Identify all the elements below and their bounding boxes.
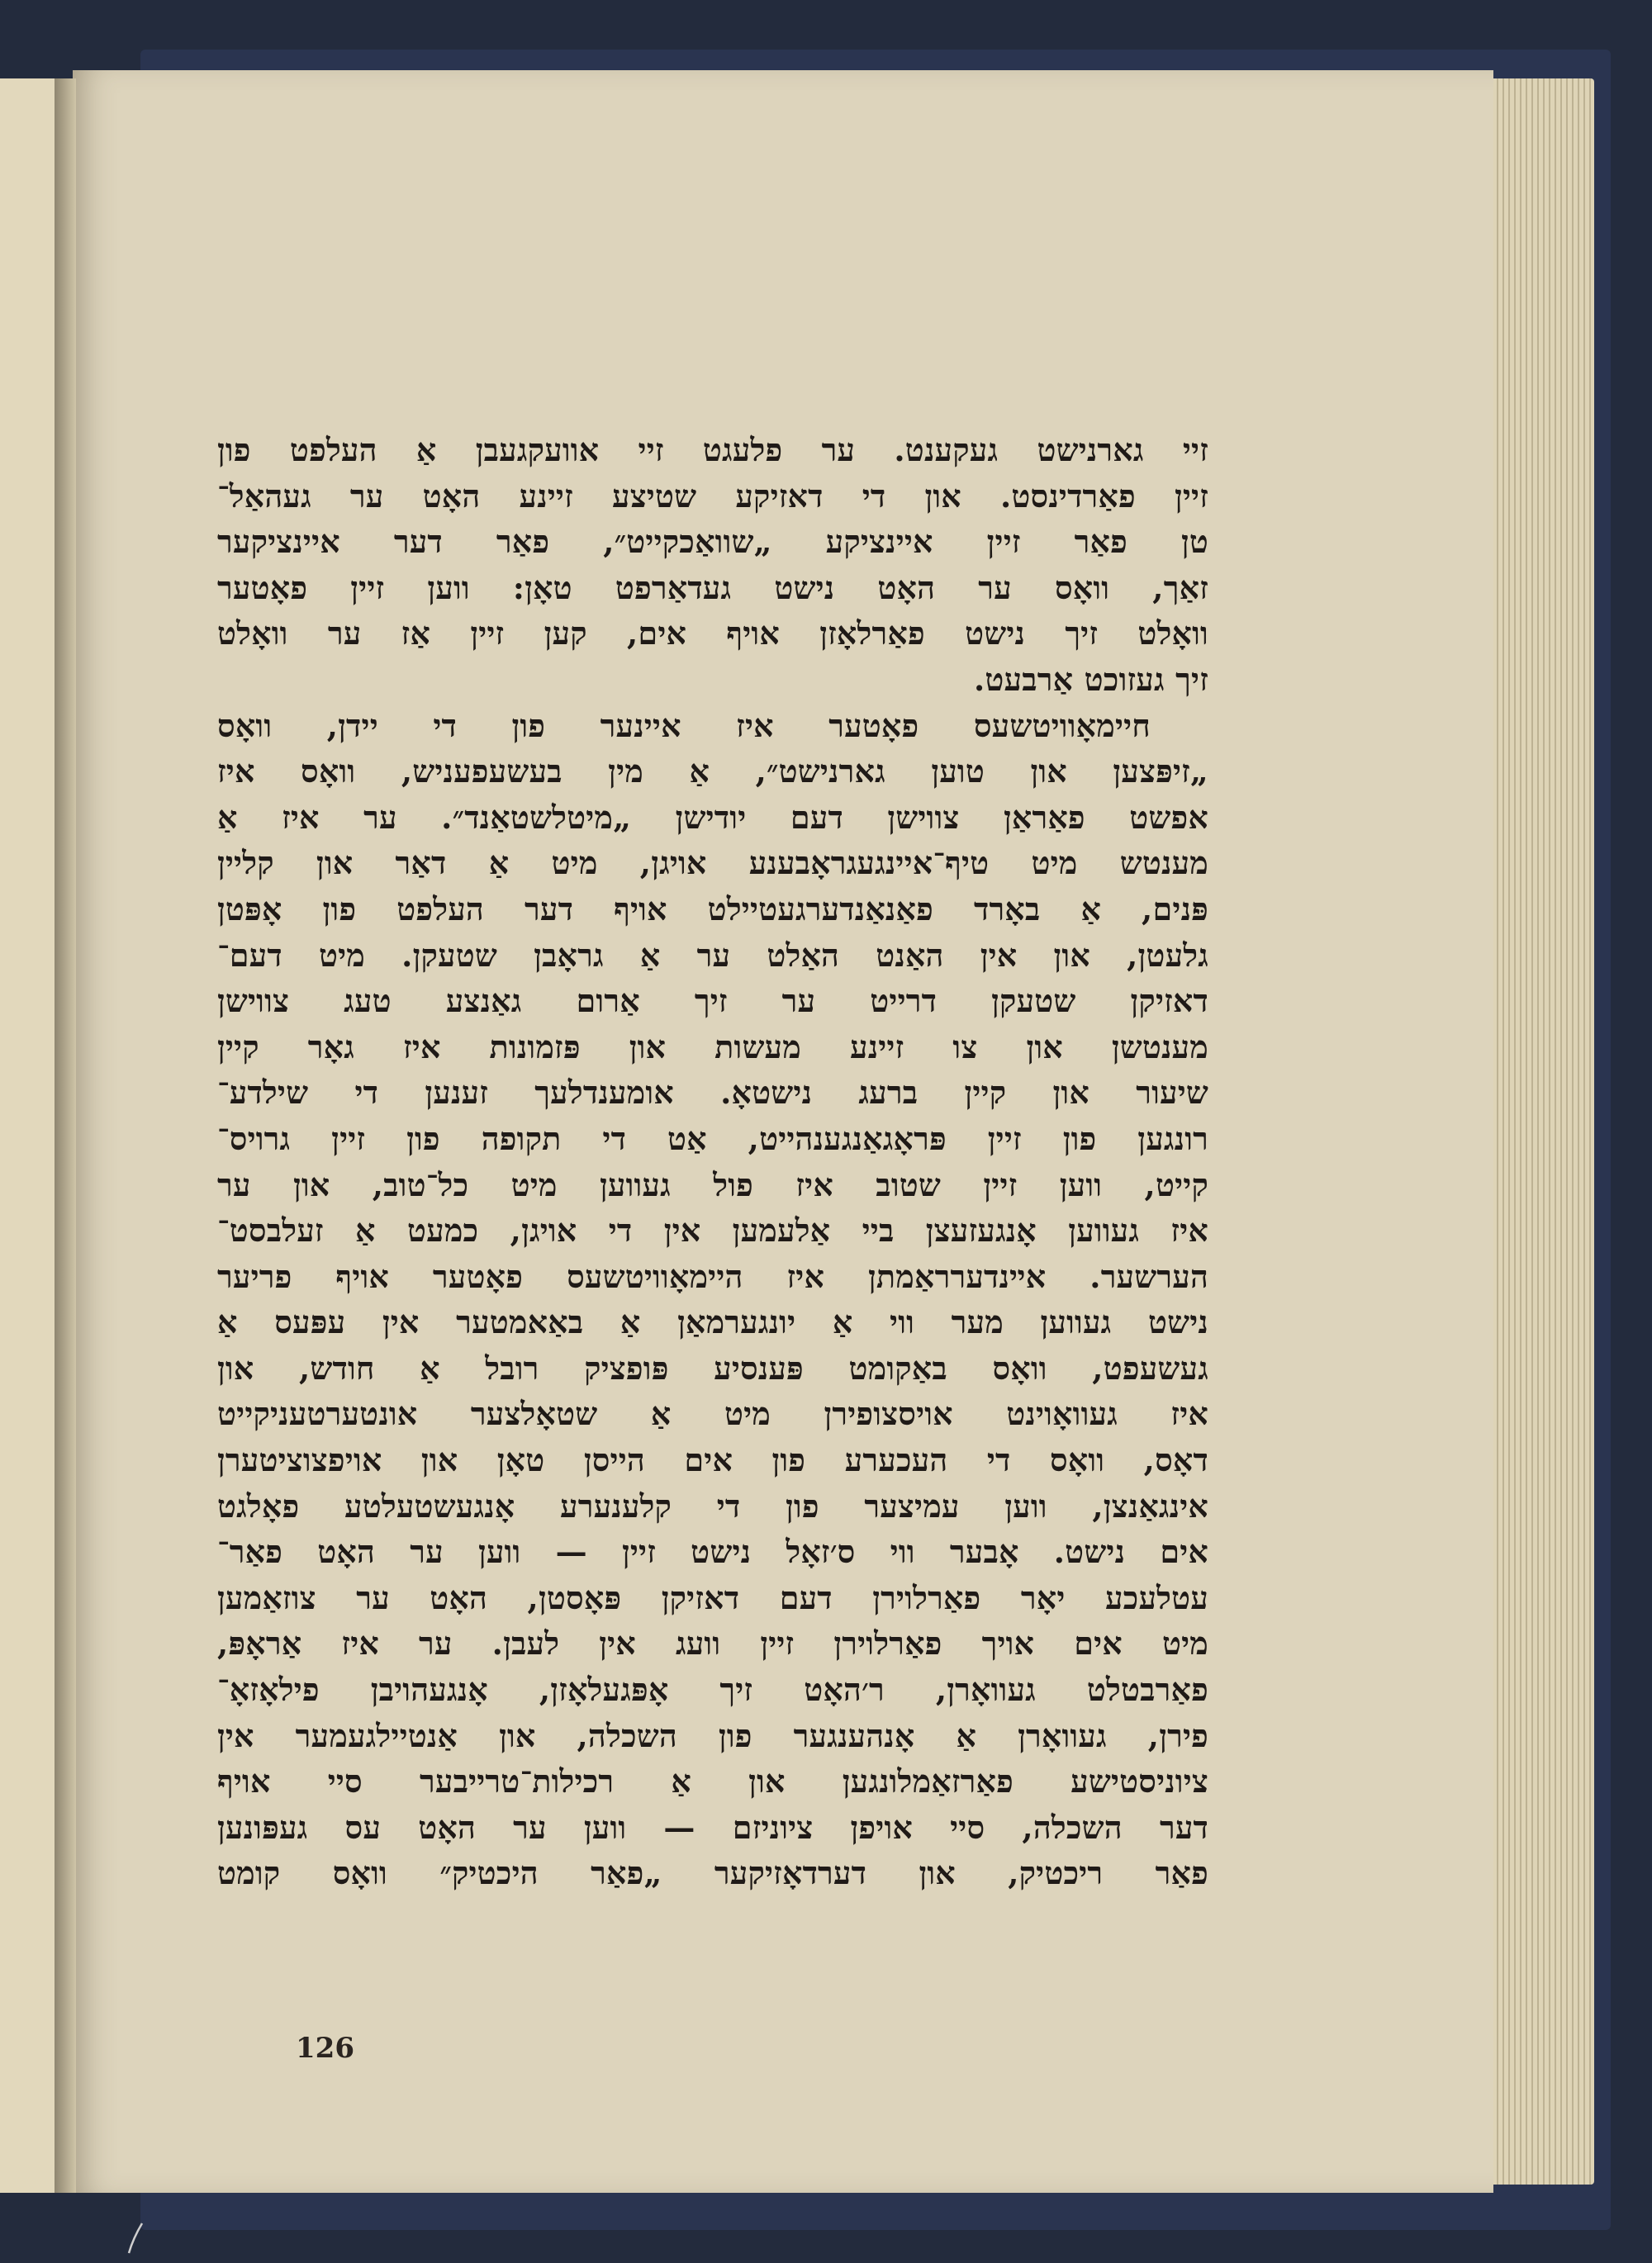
text-line: איז געווען אָנגעזעצן ביי אַלעמען אין די אויגן, כמעט אַ זעלבסט־: [217, 1212, 1208, 1250]
text-line: נישט געווען מער ווי אַ יונגערמאַן אַ באַאמטער אין עפּעס אַ: [217, 1303, 1208, 1341]
text-line: שיעור און קיין ברעג נישטאָ. אומענדלעך זענען די שילדע־: [217, 1074, 1208, 1112]
text-line: עטלעכע יאָר פאַרלוירן דעם דאזיקן פּאָסטן, האָט ער צוזאַמען: [217, 1578, 1208, 1616]
text-line: רונגען פון זיין פּראָגאַנגענהייט, אַט די תקופה פון זיין גרויס־: [217, 1119, 1208, 1157]
text-line: אפשט פאַראַן צווישן דעם יודישן „מיטלשטאַנד״. ער איז אַ: [217, 798, 1208, 836]
text-line: „זיפּצען און טוען גארנישט״, אַ מין בעשעפעניש, וואָס איז: [217, 752, 1208, 790]
text-line: זיין פאַרדינסט. און די דאזיקע שטיצע זיינע האָט ער געהאַל־: [217, 477, 1208, 515]
text-line: קייט, ווען זיין שטוב איז פול געווען מיט כל־טוב, און ער: [217, 1165, 1208, 1203]
text-line: זיך געזוכט אַרבעט.: [973, 660, 1208, 698]
text-line: מענטש מיט טיף־איינגעגראָבענע אויגן, מיט אַ דאַר און קליין: [217, 844, 1208, 882]
text-line: מענטשן און צו זיינע מעשות און פּזמונות איז גאָר קיין: [217, 1027, 1208, 1065]
text-line: איז געוואָוינט אויסצופירן מיט אַ שטאָלצער אונטערטעניקייט: [217, 1395, 1208, 1433]
body-text: [217, 427, 1208, 2042]
text-line: זאַך, וואָס ער האָט נישט געדאַרפט טאָן: ווען זיין פאָטער: [217, 568, 1208, 606]
text-line: הערשער. אײנדערראַמתן איז היימאָוויטשעס פאָטער אויף פריער: [217, 1257, 1208, 1295]
text-line: פירן, געוואָרן אַ אָנהענגער פון השכלה, און אַנטיילגעמער אין: [217, 1716, 1208, 1754]
text-line: דאזיקן שטעקן דרייט ער זיך אַרום גאַנצע טעג צווישן: [217, 982, 1208, 1020]
text-line: פאַר ריכטיק, און דערדאָזיקער „פאַר היכטיק״ וואָס קומט: [217, 1854, 1208, 1892]
text-line: ציוניסטישע פאַרזאַמלונגען און אַ רכילות־טרייבער סיי אויף: [217, 1762, 1208, 1800]
text-line: מיט אים אויך פאַרלוירן זיין וועג אין לעבן. ער איז אַראָפּ,: [217, 1625, 1208, 1663]
pencil-mark-icon: [124, 2222, 149, 2255]
text-line: חיימאָוויטשעס פאָטער איז איינער פון די יידן, וואָס: [217, 706, 1151, 744]
text-line: פּנים, אַ באָרד פאַנאַנדערגעטיילט אויף דער העלפט פון אָפּטן: [217, 890, 1208, 927]
facing-page-edge: [0, 78, 61, 2193]
text-line: אינגאַנצן, ווען עמיצער פון די קלענערע אָנגעשטעלטע פאָלגט: [217, 1487, 1208, 1525]
text-line: וואָלט זיך נישט פאַרלאָזן אויף אים, קען זיין אַז ער וואָלט: [217, 614, 1208, 652]
page-number: 126: [296, 2032, 354, 2065]
page-block-edges: [1487, 78, 1594, 2185]
book-gutter: [55, 78, 76, 2193]
text-line: זיי גארנישט געקענט. ער פלעגט זיי אוועקגעבן אַ העלפט פון: [217, 431, 1208, 468]
text-line: דאָס, וואָס די העכערע פון אים הייסן טאָן און אויפצוציטערן: [217, 1441, 1208, 1479]
text-line: געשעפט, וואָס באַקומט פּענסיע פּופציק רובל אַ חודש, און: [217, 1349, 1208, 1387]
text-line: טן פאַר זיין איינציקע „שוואַכקייט״, פאַר דער איינציקער: [217, 523, 1208, 561]
book-page: [73, 70, 1493, 2193]
text-line: גלעטן, און אין האַנט האַלט ער אַ גראָבן שטעקן. מיט דעם־: [217, 936, 1208, 974]
text-line: דער השכלה, סיי אויפן ציוניזם — ווען ער האָט עס געפּונען: [217, 1808, 1208, 1846]
text-line: אים נישט. אָבער ווי ס׳זאָל נישט זיין — ווען ער האָט פאַר־: [217, 1533, 1208, 1571]
text-line: פאַרבטלט געוואָרן, ר׳האָט זיך אָפּגעלאָזן, אָנגעהויבן פילאָזאָ־: [217, 1671, 1208, 1709]
